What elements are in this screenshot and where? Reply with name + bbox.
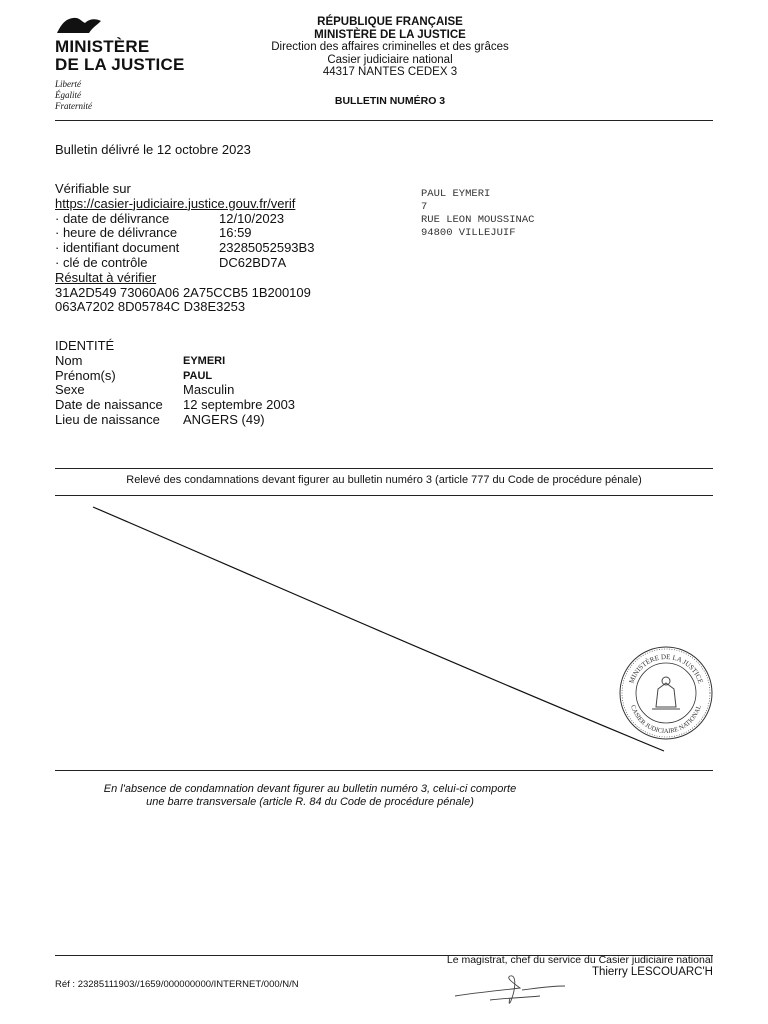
verification-row: · identifiant document 23285052593B3 [55, 240, 315, 256]
releve-bottom-divider [55, 495, 713, 496]
official-seal-icon [618, 645, 714, 741]
recipient-address: PAUL EYMERI 7 RUE LEON MOUSSINAC 94800 VILLEJUIF [421, 188, 535, 239]
handwritten-signature-icon [450, 968, 570, 1008]
identity-title: IDENTITÉ [55, 338, 115, 353]
identity-row: Sexe Masculin [55, 382, 235, 398]
identity-row: Prénom(s) PAUL [55, 367, 213, 383]
identity-row: Nom EYMERI [55, 352, 226, 368]
identity-row: Date de naissance 12 septembre 2003 [55, 397, 296, 413]
magistrate-title: Le magistrat, chef du service du Casier judiciaire national [446, 954, 713, 966]
header-divider [55, 120, 713, 121]
verification-block [55, 182, 355, 315]
note-divider [55, 770, 713, 771]
verification-row: · date de délivrance 12/10/2023 [55, 210, 285, 226]
releve-top-divider [55, 468, 713, 469]
legal-note: En l'absence de condamnation devant figurer au bulletin numéro 3, celui-ci comporte une barre transversale (article R. 84 du Code de procédure pénale) [103, 783, 517, 808]
bulletin-title: BULLETIN NUMÉRO 3 [334, 95, 446, 107]
identity-row: Lieu de naissance ANGERS (49) [55, 411, 265, 427]
verification-row: · heure de délivrance 16:59 [55, 225, 252, 241]
republic-motto: Liberté Égalité Fraternité [55, 79, 92, 111]
identity-block [55, 339, 295, 428]
result-code-line: 063A7202 8D05784C D38E3253 [55, 299, 246, 315]
issue-date: Bulletin délivré le 12 octobre 2023 [55, 142, 251, 157]
document-reference: Réf : 23285111903//1659/000000000/INTERNET/000/N/N [55, 979, 299, 990]
verification-link[interactable]: https://casier-judiciaire.justice.gouv.fr/verif [55, 195, 296, 211]
result-label: Résultat à vérifier [55, 269, 157, 285]
releve-heading: Relevé des condamnations devant figurer au bulletin numéro 3 (article 777 du Code de procédure pénale) [126, 474, 642, 486]
result-code-line: 31A2D549 73060A06 2A75CCB5 1B200109 [55, 284, 311, 300]
marianne-logo-icon [55, 15, 103, 35]
magistrate-name: Thierry LESCOUARC'H [591, 966, 713, 978]
verification-title: Vérifiable sur [55, 181, 131, 196]
verification-row: · clé de contrôle DC62BD7A [55, 254, 287, 270]
svg-text:CASIER JUDICIAIRE NATIONAL: CASIER JUDICIAIRE NATIONAL [629, 704, 703, 735]
ministry-logo-title: MINISTÈRE DE LA JUSTICE [55, 37, 185, 74]
issuer-header: RÉPUBLIQUE FRANÇAISE MINISTÈRE DE LA JUSTICE Direction des affaires criminelles et des grâces Casier judiciaire national 44317 NANTES CEDEX 3 [271, 16, 509, 79]
svg-text:MINISTÈRE DE LA JUSTICE: MINISTÈRE DE LA JUSTICE [627, 652, 705, 685]
